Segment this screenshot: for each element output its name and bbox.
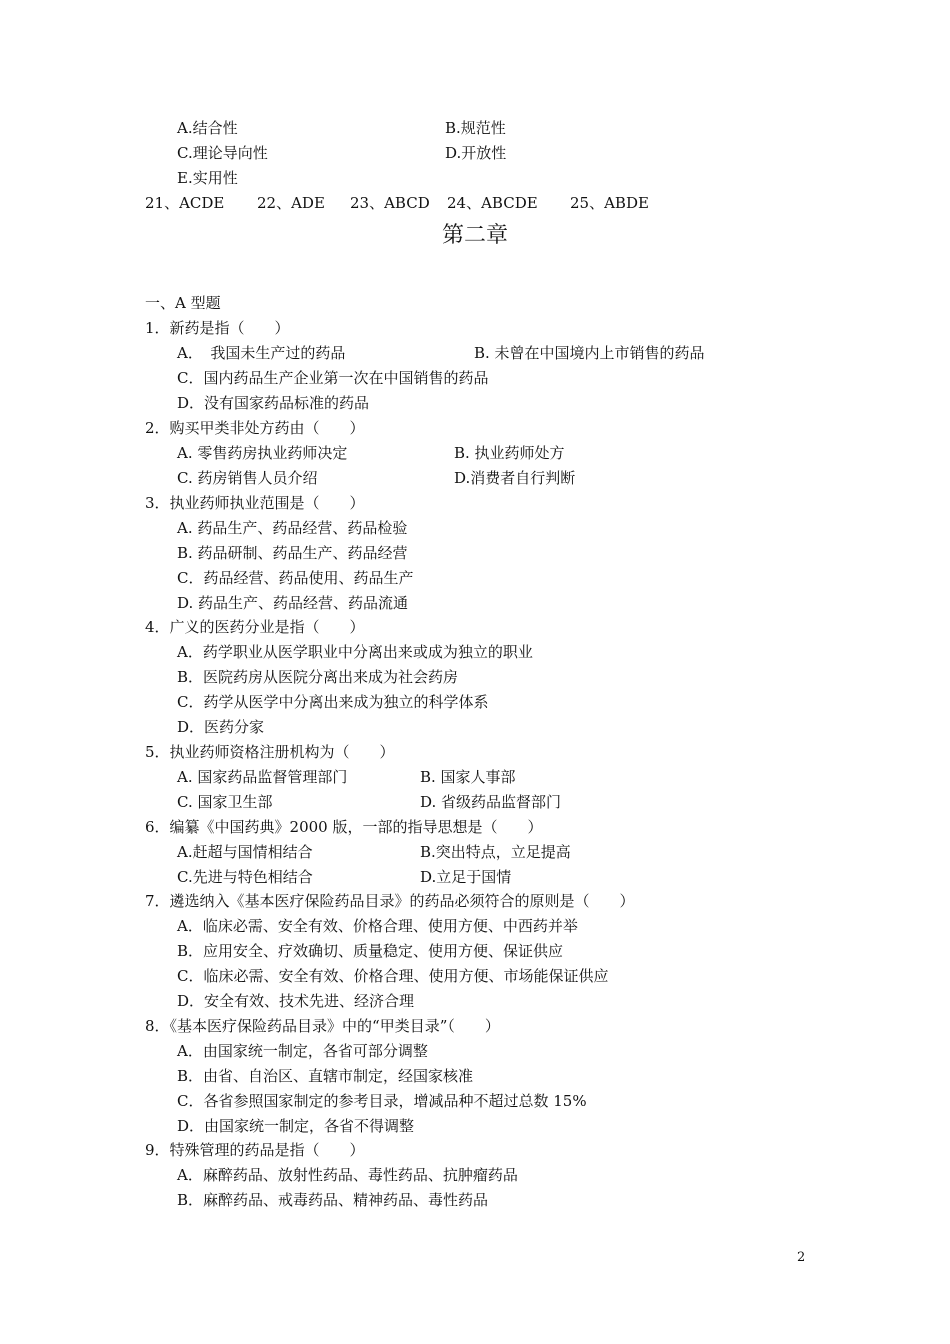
question-option: A. 药品生产、药品经营、药品检验 xyxy=(177,519,408,537)
question-option: A．由国家统一制定，各省可部分调整 xyxy=(177,1042,428,1060)
question-stem: 1．新药是指（ ） xyxy=(145,319,290,337)
question-option: C．药品经营、药品使用、药品生产 xyxy=(177,569,414,587)
question-stem: 2．购买甲类非处方药由（ ） xyxy=(145,419,365,437)
prev-option-b: B.规范性 xyxy=(445,119,506,137)
question-stem: 7．遴选纳入《基本医疗保险药品目录》的药品必须符合的原则是（ ） xyxy=(145,892,635,910)
question-stem: 6．编纂《中国药典》2000 版，一部的指导思想是（ ） xyxy=(145,818,543,836)
question-option: B. 国家人事部 xyxy=(420,768,516,786)
prev-option-a: A.结合性 xyxy=(177,119,238,137)
question-option: A. 零售药房执业药师决定 xyxy=(177,444,348,462)
answer-22: 22、ADE xyxy=(257,194,325,212)
question-option: B. 药品研制、药品生产、药品经营 xyxy=(177,544,408,562)
question-stem: 8．《基本医疗保险药品目录》中的“甲类目录”（ ） xyxy=(145,1017,500,1035)
question-option: C．临床必需、安全有效、价格合理、使用方便、市场能保证供应 xyxy=(177,967,609,985)
prev-option-d: D.开放性 xyxy=(445,144,507,162)
question-stem: 9．特殊管理的药品是指（ ） xyxy=(145,1141,365,1159)
question-option: D．由国家统一制定，各省不得调整 xyxy=(177,1117,415,1135)
prev-option-c: C.理论导向性 xyxy=(177,144,268,162)
question-option: B．医院药房从医院分离出来成为社会药房 xyxy=(177,668,459,686)
question-option: A. 国家药品监督管理部门 xyxy=(177,768,348,786)
section-heading: 一、A 型题 xyxy=(145,294,221,312)
question-option: A．临床必需、安全有效、价格合理、使用方便、中西药并举 xyxy=(177,917,578,935)
question-option: A．麻醉药品、放射性药品、毒性药品、抗肿瘤药品 xyxy=(177,1166,518,1184)
question-option: D.消费者自行判断 xyxy=(454,469,576,487)
question-option: B. 未曾在中国境内上市销售的药品 xyxy=(474,344,705,362)
question-option: A．药学职业从医学职业中分离出来或成为独立的职业 xyxy=(177,643,533,661)
question-option: D. 省级药品监督部门 xyxy=(420,793,562,811)
question-option: B．应用安全、疗效确切、质量稳定、使用方便、保证供应 xyxy=(177,942,564,960)
question-option: C．药学从医学中分离出来成为独立的科学体系 xyxy=(177,693,489,711)
page-number: 2 xyxy=(797,1250,806,1265)
question-option: C.先进与特色相结合 xyxy=(177,868,313,886)
chapter-title: 第二章 xyxy=(441,223,508,248)
answer-25: 25、ABDE xyxy=(570,194,649,212)
question-option: B.突出特点，立足提高 xyxy=(420,843,571,861)
question-stem: 3．执业药师执业范围是（ ） xyxy=(145,494,365,512)
answer-21: 21、ACDE xyxy=(145,194,225,212)
question-option: D.立足于国情 xyxy=(420,868,512,886)
question-option: B．由省、自治区、直辖市制定，经国家核准 xyxy=(177,1067,474,1085)
answer-24: 24、ABCDE xyxy=(447,194,538,212)
question-option: B．麻醉药品、戒毒药品、精神药品、毒性药品 xyxy=(177,1191,489,1209)
question-option: D. 药品生产、药品经营、药品流通 xyxy=(177,594,409,612)
question-option: D．没有国家药品标准的药品 xyxy=(177,394,370,412)
question-option: A.赶超与国情相结合 xyxy=(177,843,313,861)
question-stem: 5．执业药师资格注册机构为（ ） xyxy=(145,743,395,761)
answer-23: 23、ABCD xyxy=(350,194,430,212)
question-option: C．各省参照国家制定的参考目录，增减品种不超过总数 15% xyxy=(177,1092,587,1110)
question-option: D．安全有效、技术先进、经济合理 xyxy=(177,992,415,1010)
question-option: B. 执业药师处方 xyxy=(454,444,565,462)
prev-option-e: E.实用性 xyxy=(177,169,238,187)
question-option: C. 国家卫生部 xyxy=(177,793,273,811)
question-stem: 4．广义的医药分业是指（ ） xyxy=(145,618,365,636)
question-option: C. 药房销售人员介绍 xyxy=(177,469,318,487)
question-option: C．国内药品生产企业第一次在中国销售的药品 xyxy=(177,369,489,387)
question-option: A． 我国未生产过的药品 xyxy=(177,344,346,362)
question-option: D．医药分家 xyxy=(177,718,265,736)
